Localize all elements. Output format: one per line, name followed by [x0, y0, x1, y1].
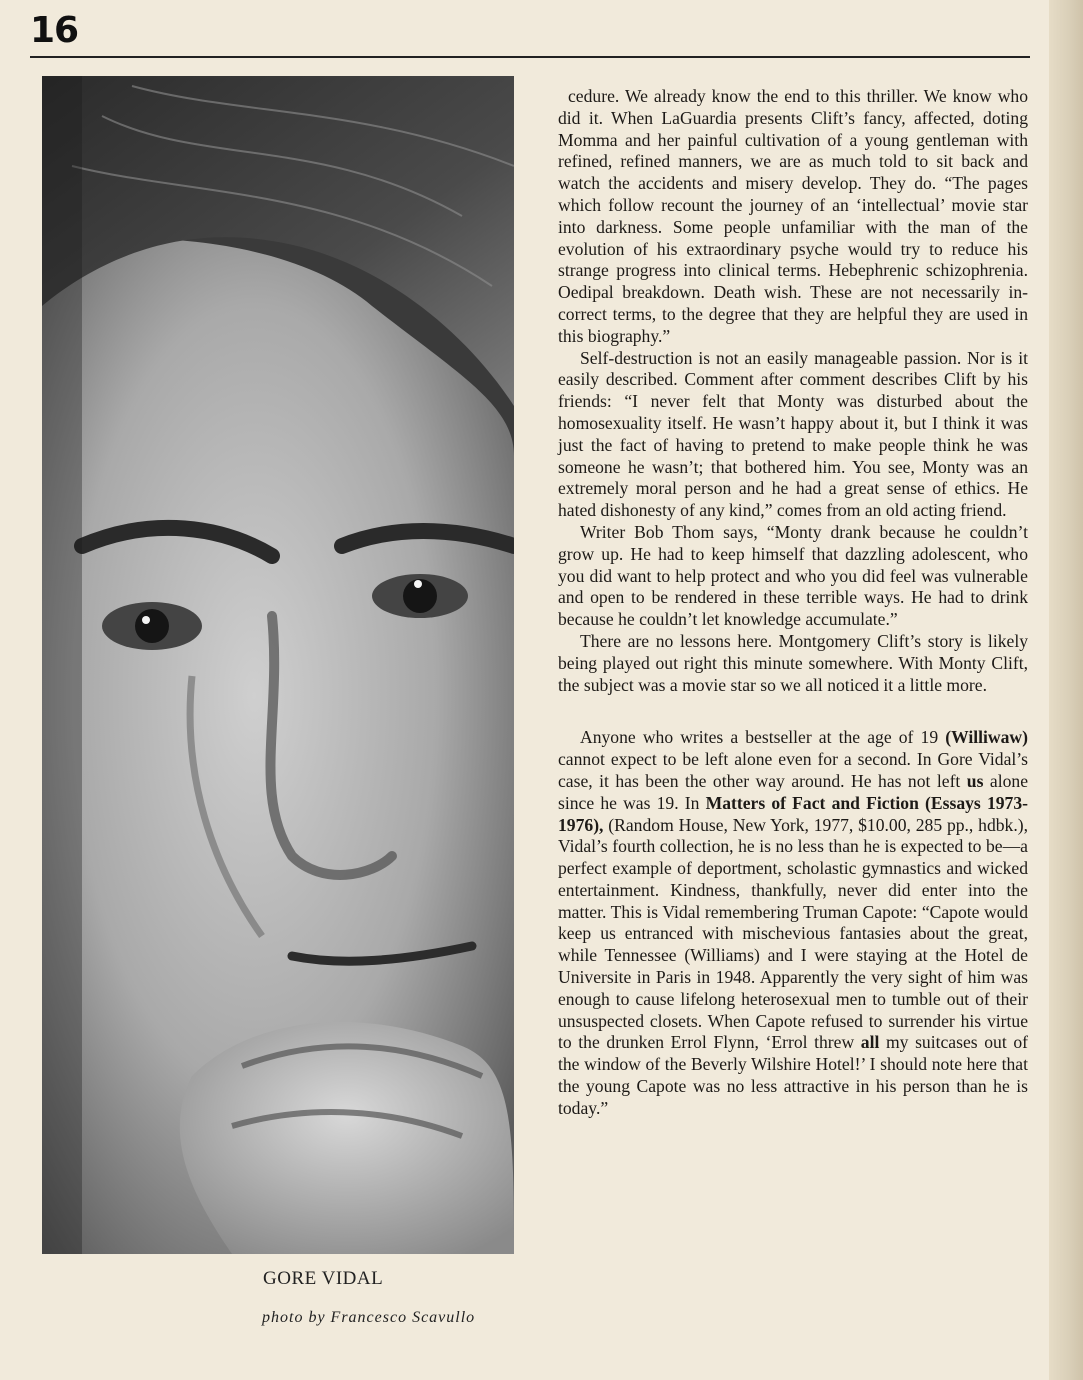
- book-title-matters: Matters of Fact and Fiction (Essays 1973-1976),: [558, 792, 1028, 835]
- article-paragraph: cedure. We already know the end to this thriller. We know who did it. When LaGuardia presents Clift’s fancy, affected, doting Momma and her painful cultivation of a young gentleman with refined, refined manners, we are as much told to sit back and watch the accidents and misery develop. They do. “The pages which follow recount the journey of an ‘intellectual’ movie star into darkness. Some people unfamiliar with the man of the evolution of his extraordinary psyche would try to reduce his strange progress into clinical terms. Hebephrenic schizophrenia. Oedipal breakdown. Death wish. These are not necessarily incorrect terms, to the degree that they are helpful they are used in this biography.”: [558, 86, 1028, 346]
- left-iris: [135, 609, 169, 643]
- article-paragraph-review: [558, 727, 1028, 1119]
- article-paragraph: Writer Bob Thom says, “Monty drank because he couldn’t grow up. He had to keep himself that dazzling adolescent, who you did want to help protect and who you did feel was vulnerable and open to be rendered in these terrible ways. He had to drink because he couldn’t let knowledge accumulate.”: [558, 521, 1028, 630]
- emphasis-us: us: [966, 770, 984, 791]
- text-run: Anyone who writes a bestseller at the age of 19: [580, 727, 946, 748]
- portrait-photo: [42, 76, 514, 1254]
- article-paragraph: There are no lessons here. Montgomery Clift’s story is likely being played out right this minute somewhere. With Monty Clift, the subject was a movie star so we all noticed it a little more.: [558, 630, 1028, 695]
- photo-caption-title: GORE VIDAL: [263, 1268, 384, 1289]
- text-run: cannot expect to be left alone even for a second. In Gore Vidal’s case, it has been the other way around. He has not left: [558, 749, 1028, 791]
- article-text: [558, 86, 1028, 1120]
- page-edge: [1049, 0, 1083, 1380]
- hand-shape: [180, 1022, 514, 1254]
- photo-caption-credit: photo by Francesco Scavullo: [262, 1309, 476, 1326]
- text-run: (Random House, New York, 1977, $10.00, 285 pp., hdbk.), Vidal’s fourth collection, he is no less than he is expected to be—a perfect example of deportment, scholastic gymnastics and wicked entertainment. Kindness, thankfully, never did enter into the matter. This is Vidal remembering Truman Capote: “Capote would keep us entranced with mischevious fantasies about the great, while Tennessee (Williams) and I were staying at the Hotel de Universite in Paris in 1948. Apparently the very sight of him was enough to cause lifelong heterosexual men to tumble out of their unsuspected closets. When Capote refused to surrender his virtue to the drunken Errol Flynn, ‘Errol threw: [558, 814, 1028, 1053]
- article-paragraph: Self-destruction is not an easily manageable passion. Nor is it easily described. Comment after comment describes Clift by his friends: “I never felt that Monty was disturbed about the homosexuality itself. He wasn’t happy about it, but I think it was just the fact of having to pretend to make people think he was someone he wasn’t; that bothered him. You see, Monty was an extremely moral person and he had a great sense of ethics. He hated dishonesty of any kind,” comes from an old acting friend.: [558, 347, 1028, 521]
- header-rule: [30, 56, 1030, 58]
- left-eye-highlight: [142, 616, 150, 624]
- photo-shadow-left: [42, 76, 82, 1254]
- text-run: alone since he was 19. In: [558, 770, 1029, 813]
- right-eye-highlight: [414, 580, 422, 588]
- emphasis-all: all: [860, 1032, 880, 1053]
- book-title-williwaw: (Williwaw): [945, 727, 1028, 748]
- text-run: my suitcases out of the window of the Beverly Wilshire Hotel!’ I should note here that the young Capote was no less attractive in his person than he is today.”: [558, 1032, 1028, 1118]
- page-number: 16: [30, 10, 79, 51]
